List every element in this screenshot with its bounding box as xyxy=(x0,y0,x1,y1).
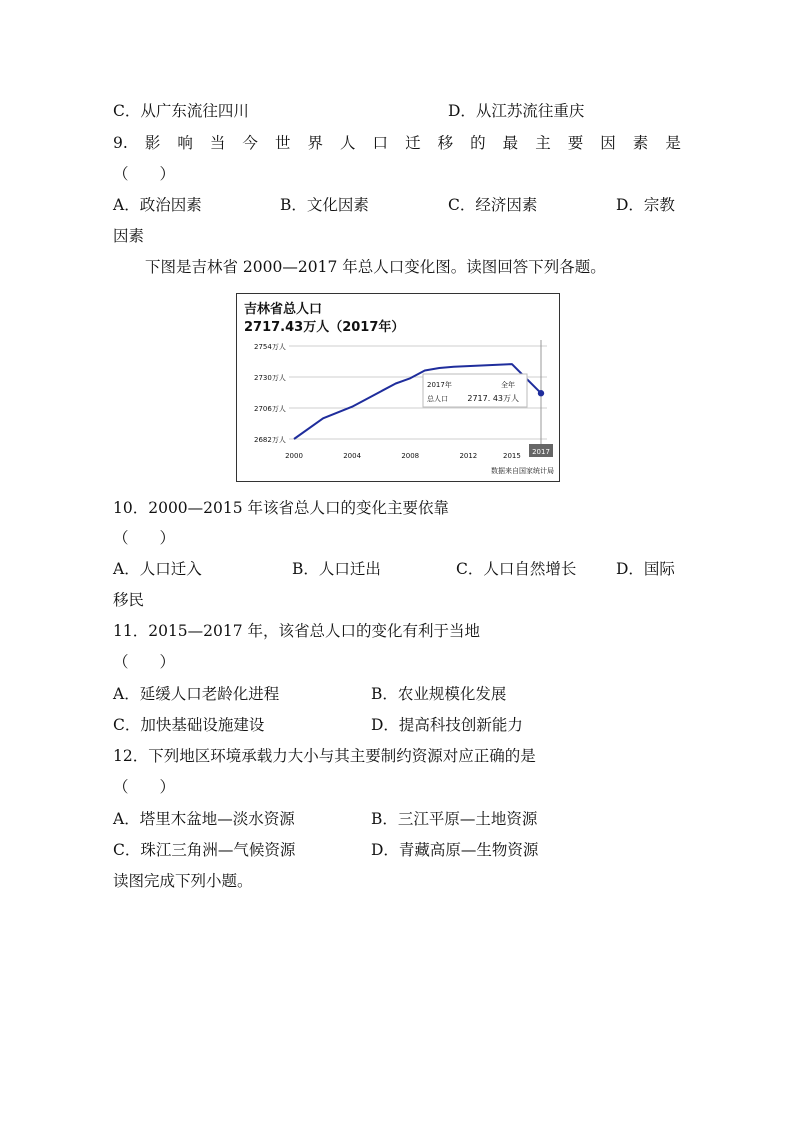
q9-stem-char: 人 xyxy=(340,134,356,152)
q11-option-b: B．农业规模化发展 xyxy=(371,685,507,703)
q9-option-b: B．文化因素 xyxy=(280,196,369,214)
q9-option-a: A．政治因素 xyxy=(113,196,202,214)
q9-stem-char: 影 xyxy=(144,134,161,152)
q9-bracket: （ ） xyxy=(113,165,176,183)
y-tick-label: 2754万人 xyxy=(254,343,286,351)
x-tick-label: 2012 xyxy=(459,452,478,460)
q9-option-d-wrap: 因素 xyxy=(113,227,145,245)
q12-stem: 12．下列地区环境承载力大小与其主要制约资源对应正确的是 xyxy=(113,747,536,765)
q9-stem-char: 世 xyxy=(274,134,291,152)
y-tick-label: 2682万人 xyxy=(254,436,286,444)
q9-stem-char: 9. xyxy=(113,134,128,152)
q10-option-a: A．人口迁入 xyxy=(113,560,202,578)
chart-title: 吉林省总人口 xyxy=(244,302,323,317)
q9-stem-char: 最 xyxy=(502,134,519,152)
data-point-2017 xyxy=(538,390,544,396)
q12-option-a: A．塔里木盆地—淡水资源 xyxy=(113,810,295,828)
x-tick-label: 2017 xyxy=(532,448,550,456)
q9-stem xyxy=(113,133,681,153)
q9-stem-char: 迁 xyxy=(405,134,421,152)
q11-stem: 11．2015—2017 年，该省总人口的变化有利于当地 xyxy=(113,622,481,640)
chart-source: 数据来自国家统计局 xyxy=(491,467,554,475)
q9-option-d: D．宗教 xyxy=(616,196,675,214)
q12-option-c: C．珠江三角洲—气候资源 xyxy=(113,841,296,859)
q9-option-c: C．经济因素 xyxy=(448,196,538,214)
q12-option-d: D．青藏高原—生物资源 xyxy=(371,841,539,859)
x-tick-label: 2008 xyxy=(401,452,420,460)
population-chart xyxy=(236,293,560,482)
q9-stem-char: 素 xyxy=(632,134,649,152)
tooltip-year: 2017年 xyxy=(427,381,452,389)
q10-option-d-wrap: 移民 xyxy=(113,591,145,609)
q9-stem-char: 当 xyxy=(209,134,226,152)
q12-option-b: B．三江平原—土地资源 xyxy=(371,810,538,828)
tooltip-metric: 总人口 xyxy=(427,395,448,403)
q9-stem-char: 的 xyxy=(470,134,486,152)
q9-stem-char: 要 xyxy=(567,134,584,152)
q11-bracket: （ ） xyxy=(113,653,176,671)
x-tick-label: 2015 xyxy=(503,452,521,460)
q10-option-c: C．人口自然增长 xyxy=(456,560,577,578)
q9-stem-char: 因 xyxy=(600,134,616,152)
y-tick-label: 2706万人 xyxy=(254,405,286,413)
q8-option-d: D．从江苏流往重庆 xyxy=(448,102,585,120)
q11-option-a: A．延缓人口老龄化进程 xyxy=(113,685,280,703)
closing-instruction: 读图完成下列小题。 xyxy=(113,872,253,890)
x-tick-label: 2004 xyxy=(343,452,362,460)
q9-stem-char: 响 xyxy=(177,134,193,152)
q12-bracket: （ ） xyxy=(113,778,176,796)
q9-stem-char: 口 xyxy=(372,134,389,152)
q10-option-b: B．人口迁出 xyxy=(292,560,381,578)
chart-intro: 下图是吉林省 2000—2017 年总人口变化图。读图回答下列各题。 xyxy=(145,258,606,276)
q10-stem: 10．2000—2015 年该省总人口的变化主要依靠 xyxy=(113,499,450,517)
y-tick-label: 2730万人 xyxy=(254,374,286,382)
tooltip-period: 全年 xyxy=(501,381,515,389)
tooltip-value: 2717. 43万人 xyxy=(467,394,519,403)
q11-option-c: C．加快基础设施建设 xyxy=(113,716,265,734)
q9-stem-char: 界 xyxy=(307,134,323,152)
q9-stem-char: 是 xyxy=(665,134,681,152)
chart-plot xyxy=(237,294,558,480)
q8-option-c: C．从广东流往四川 xyxy=(113,102,249,120)
q9-stem-char: 主 xyxy=(535,134,551,152)
q10-option-d: D．国际 xyxy=(616,560,675,578)
q9-stem-char: 今 xyxy=(242,134,258,152)
q10-bracket: （ ） xyxy=(113,529,176,547)
q11-option-d: D．提高科技创新能力 xyxy=(371,716,523,734)
chart-subtitle: 2717.43万人（2017年） xyxy=(244,320,405,335)
x-tick-label: 2000 xyxy=(285,452,303,460)
q9-stem-char: 移 xyxy=(437,134,454,152)
